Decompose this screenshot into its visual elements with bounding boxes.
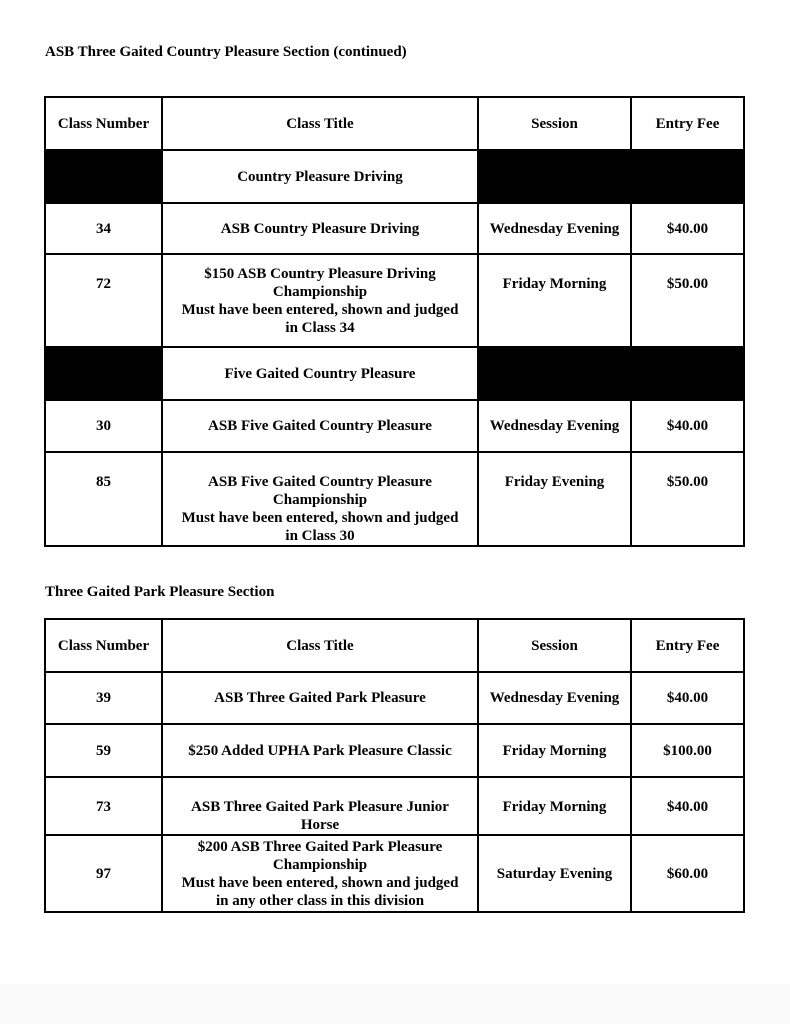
session: Wednesday Evening [478,203,631,254]
class-title: ASB Three Gaited Park Pleasure [162,672,478,724]
session: Wednesday Evening [478,400,631,452]
table-row [45,400,744,452]
table-row [45,835,744,912]
entry-fee: $40.00 [631,672,744,724]
class-title-line: ASB Five Gaited Country Pleasure [208,474,432,490]
class-title-line: Must have been entered, shown and judged [181,510,459,526]
class-number: 85 [45,452,162,546]
black-cell [631,347,744,400]
entry-fee: $60.00 [631,835,744,912]
black-cell [45,150,162,203]
session: Friday Evening [478,452,631,546]
class-title-line: Championship [272,492,368,508]
section-title-park-pleasure: Three Gaited Park Pleasure Section [45,584,275,600]
class-number: 34 [45,203,162,254]
country-pleasure-table [44,96,745,547]
class-title-line: in Class 34 [285,319,355,336]
session: Wednesday Evening [478,672,631,724]
class-title: ASB Five Gaited Country Pleasure [162,400,478,452]
table-header-row [45,619,744,672]
class-title-line: $200 ASB Three Gaited Park Pleasure [197,838,443,855]
table-row [45,254,744,347]
session: Friday Morning [478,724,631,777]
header-class-title: Class Title [162,97,478,150]
entry-fee: $50.00 [631,254,744,347]
header-entry-fee: Entry Fee [631,97,744,150]
table-row [45,452,744,546]
table-row [45,724,744,777]
class-title-line: Championship [272,856,368,873]
class-title-line: in Class 30 [285,528,355,544]
class-title-line: Must have been entered, shown and judged [181,874,459,891]
subsection-title: Five Gaited Country Pleasure [162,347,478,400]
class-number: 73 [45,777,162,835]
class-number: 59 [45,724,162,777]
black-cell [45,347,162,400]
class-number: 97 [45,835,162,912]
session: Friday Morning [478,777,631,835]
header-session: Session [478,619,631,672]
class-title-line: Horse [300,817,340,833]
entry-fee: $100.00 [631,724,744,777]
subsection-row [45,150,744,203]
entry-fee: $40.00 [631,777,744,835]
entry-fee: $40.00 [631,400,744,452]
class-title [162,254,478,347]
subsection-row [45,347,744,400]
header-session: Session [478,97,631,150]
entry-fee: $50.00 [631,452,744,546]
section-title-country-pleasure: ASB Three Gaited Country Pleasure Section (continued) [45,44,407,60]
table-row [45,672,744,724]
header-class-number: Class Number [45,97,162,150]
class-title-line: $150 ASB Country Pleasure Driving [204,265,436,282]
class-title [162,777,478,835]
header-class-number: Class Number [45,619,162,672]
class-number: 72 [45,254,162,347]
class-title [162,452,478,546]
black-cell [631,150,744,203]
class-title: ASB Country Pleasure Driving [162,203,478,254]
class-title-line: Championship [272,283,368,300]
entry-fee: $40.00 [631,203,744,254]
session: Friday Morning [478,254,631,347]
black-cell [478,347,631,400]
class-title-line: ASB Three Gaited Park Pleasure Junior [191,799,449,815]
class-number: 39 [45,672,162,724]
class-title: $250 Added UPHA Park Pleasure Classic [162,724,478,777]
header-class-title: Class Title [162,619,478,672]
table-row [45,203,744,254]
page-bottom-edge [0,984,790,1024]
black-cell [478,150,631,203]
class-number: 30 [45,400,162,452]
table-header-row [45,97,744,150]
park-pleasure-table [44,618,745,913]
class-title-line: in any other class in this division [215,892,425,909]
class-title [162,835,478,912]
class-title-line: Must have been entered, shown and judged [181,301,459,318]
subsection-title: Country Pleasure Driving [162,150,478,203]
header-entry-fee: Entry Fee [631,619,744,672]
session: Saturday Evening [478,835,631,912]
table-row [45,777,744,835]
